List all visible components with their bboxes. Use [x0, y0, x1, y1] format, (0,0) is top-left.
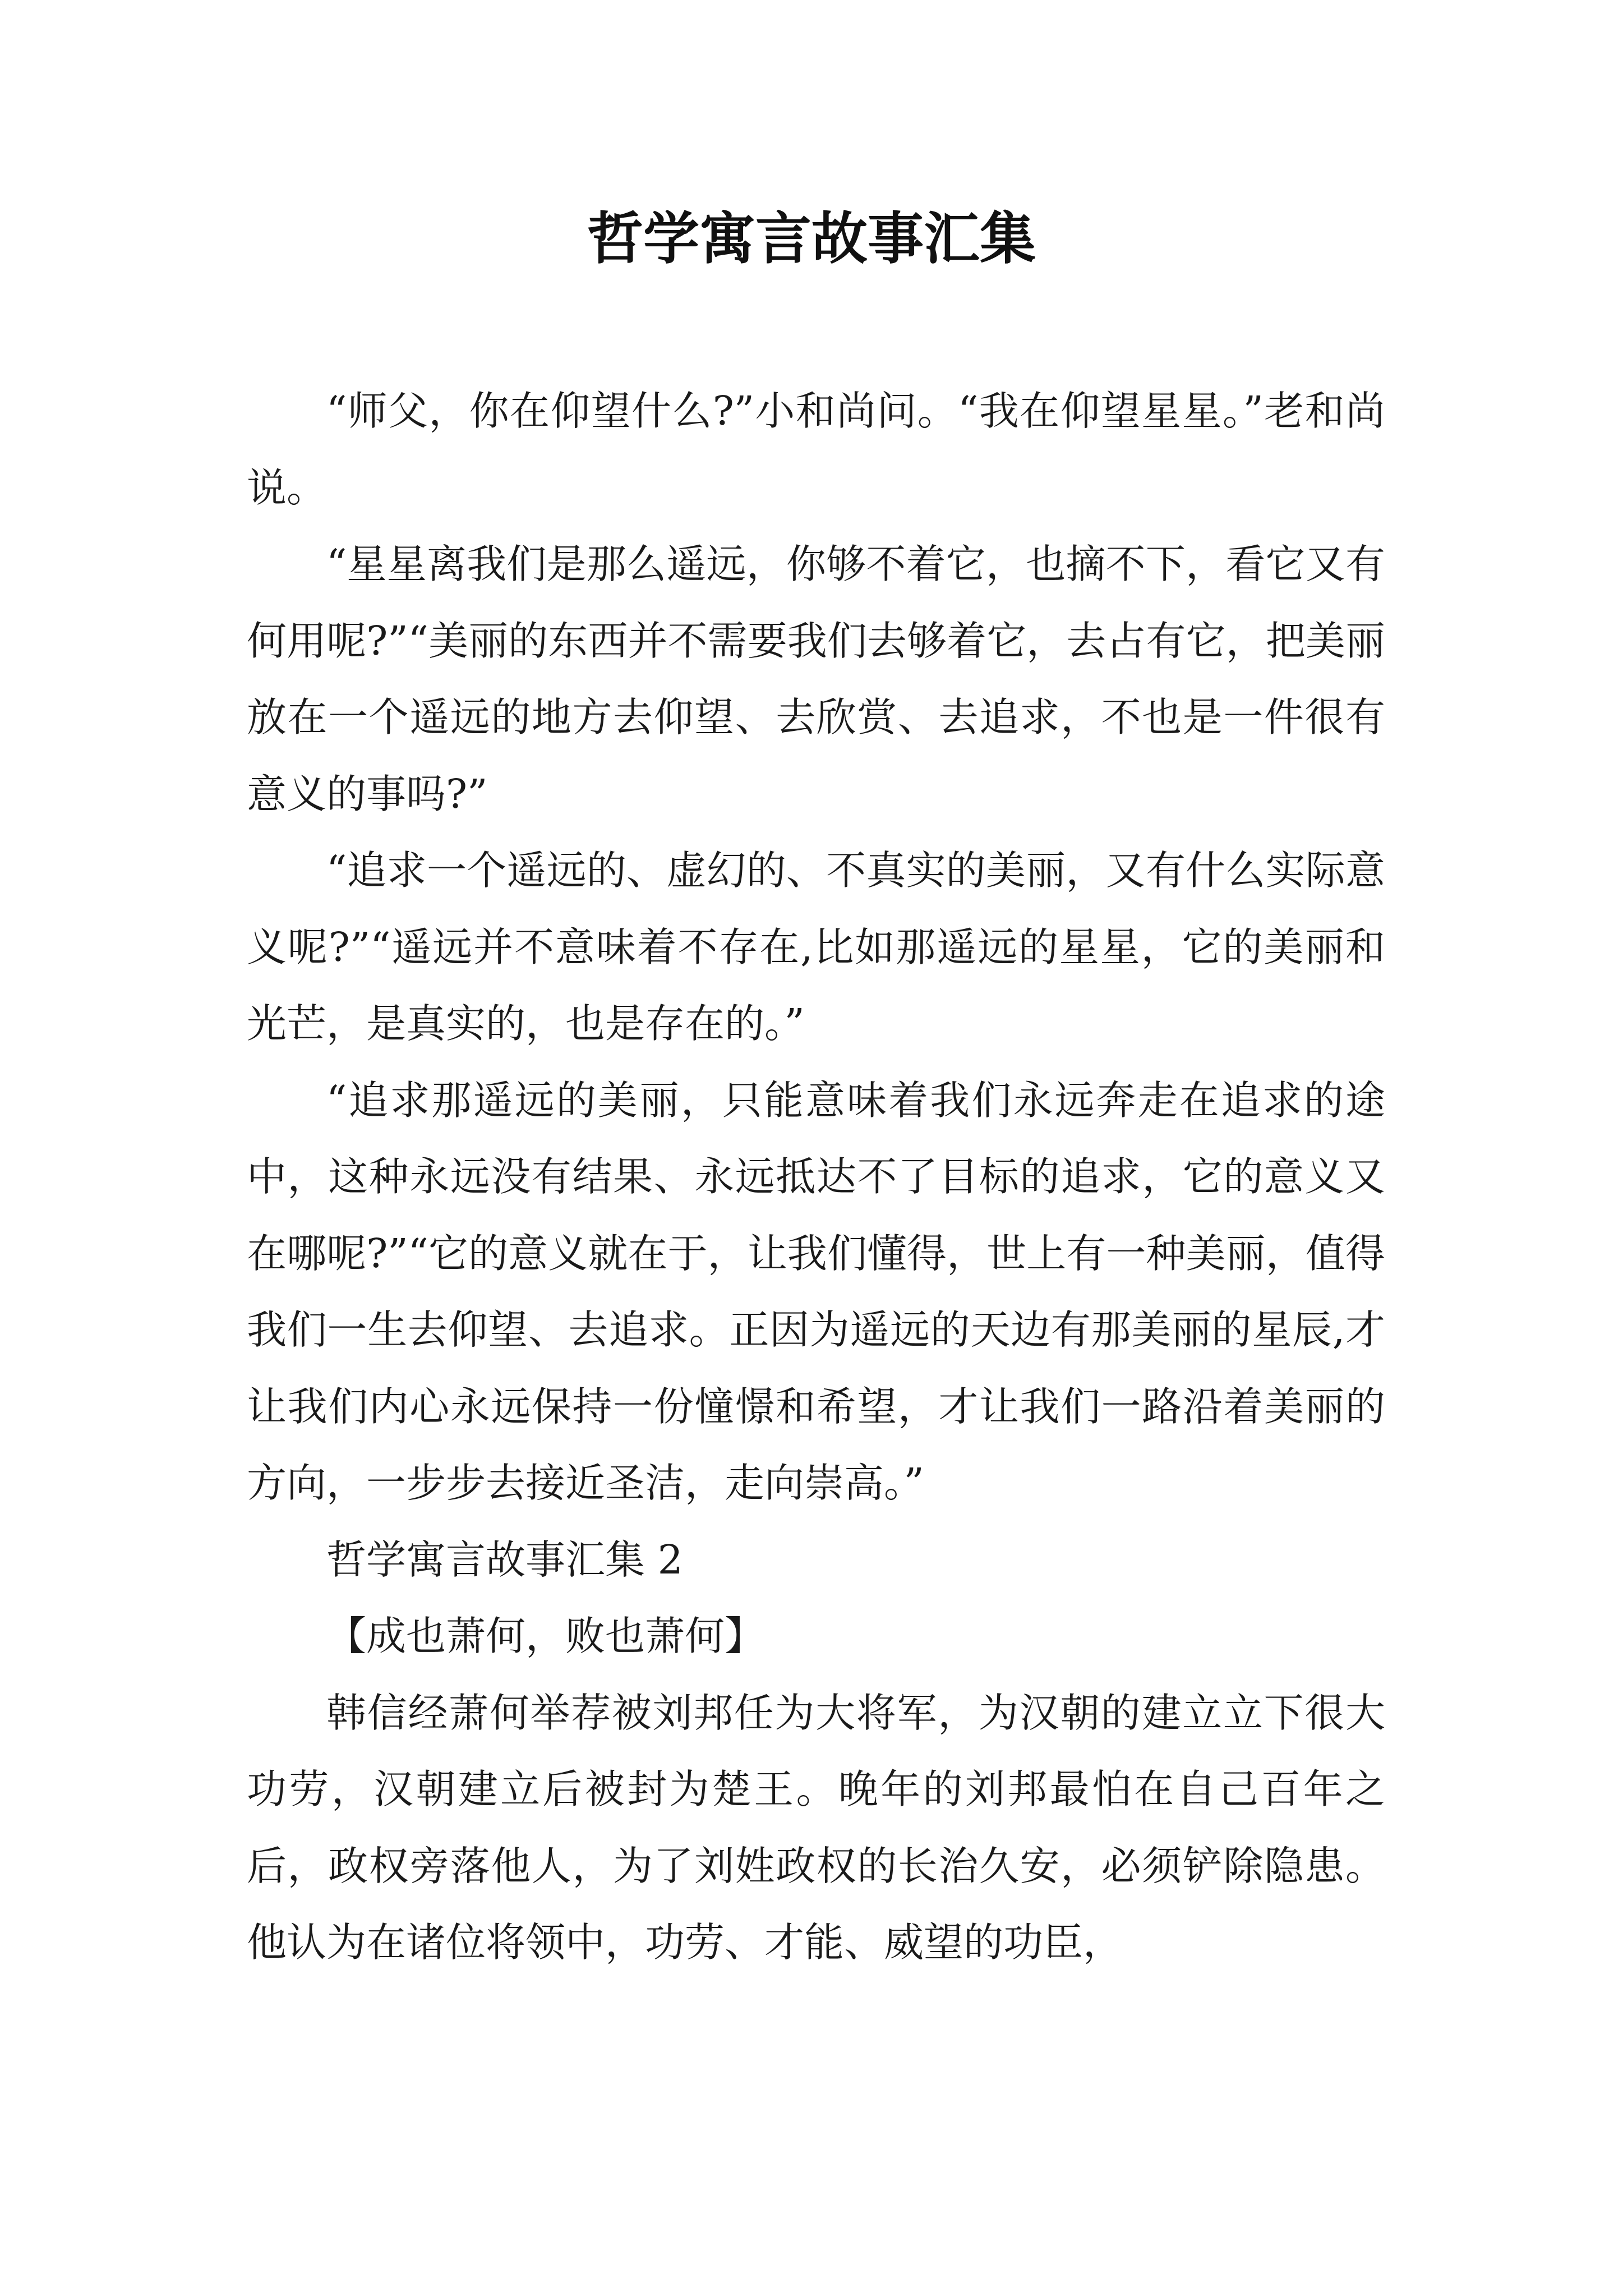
section-heading-2: 哲学寓言故事汇集 2 — [326, 1536, 683, 1583]
paragraph-1: “师父，你在仰望什么?”小和尚问。“我在仰望星星。”老和尚说。 — [247, 388, 1385, 511]
paragraph-4: “追求那遥远的美丽，只能意味着我们永远奔走在追求的途中，这种永远没有结果、永远抵达不了目标的追求，它的意义又在哪呢?”“它的意义就在于，让我们懂得，世上有一种美丽，值得我们一生去仰望、去追求。正因为遥远的天边有那美丽的星辰,才让我们内心永远保持一份憧憬和希望，才让我们一路沿着美丽的方向，一步步去接近圣洁，走向崇高。” — [247, 1076, 1385, 1506]
paragraph-2: “星星离我们是那么遥远，你够不着它，也摘不下，看它又有何用呢?”“美丽的东西并不需要我们去够着它，去占有它，把美丽放在一个遥远的地方去仰望、去欣赏、去追求，不也是一件很有意义的事吗?” — [247, 541, 1385, 817]
document-body — [247, 373, 1385, 1981]
document-title: 哲学寓言故事汇集 — [587, 205, 1036, 272]
paragraph-5: 韩信经萧何举荐被刘邦任为大将军，为汉朝的建立立下很大功劳，汉朝建立后被封为楚王。晚年的刘邦最怕在自己百年之后，政权旁落他人，为了刘姓政权的长治久安，必须铲除隐患。他认为在诸位将领中，功劳、才能、威望的功臣， — [247, 1689, 1385, 1966]
story-title: 【成也萧何，败也萧何】 — [326, 1613, 765, 1659]
paragraph-3: “追求一个遥远的、虚幻的、不真实的美丽，又有什么实际意义呢?”“遥远并不意味着不存在,比如那遥远的星星，它的美丽和光芒，是真实的，也是存在的。” — [247, 847, 1385, 1047]
